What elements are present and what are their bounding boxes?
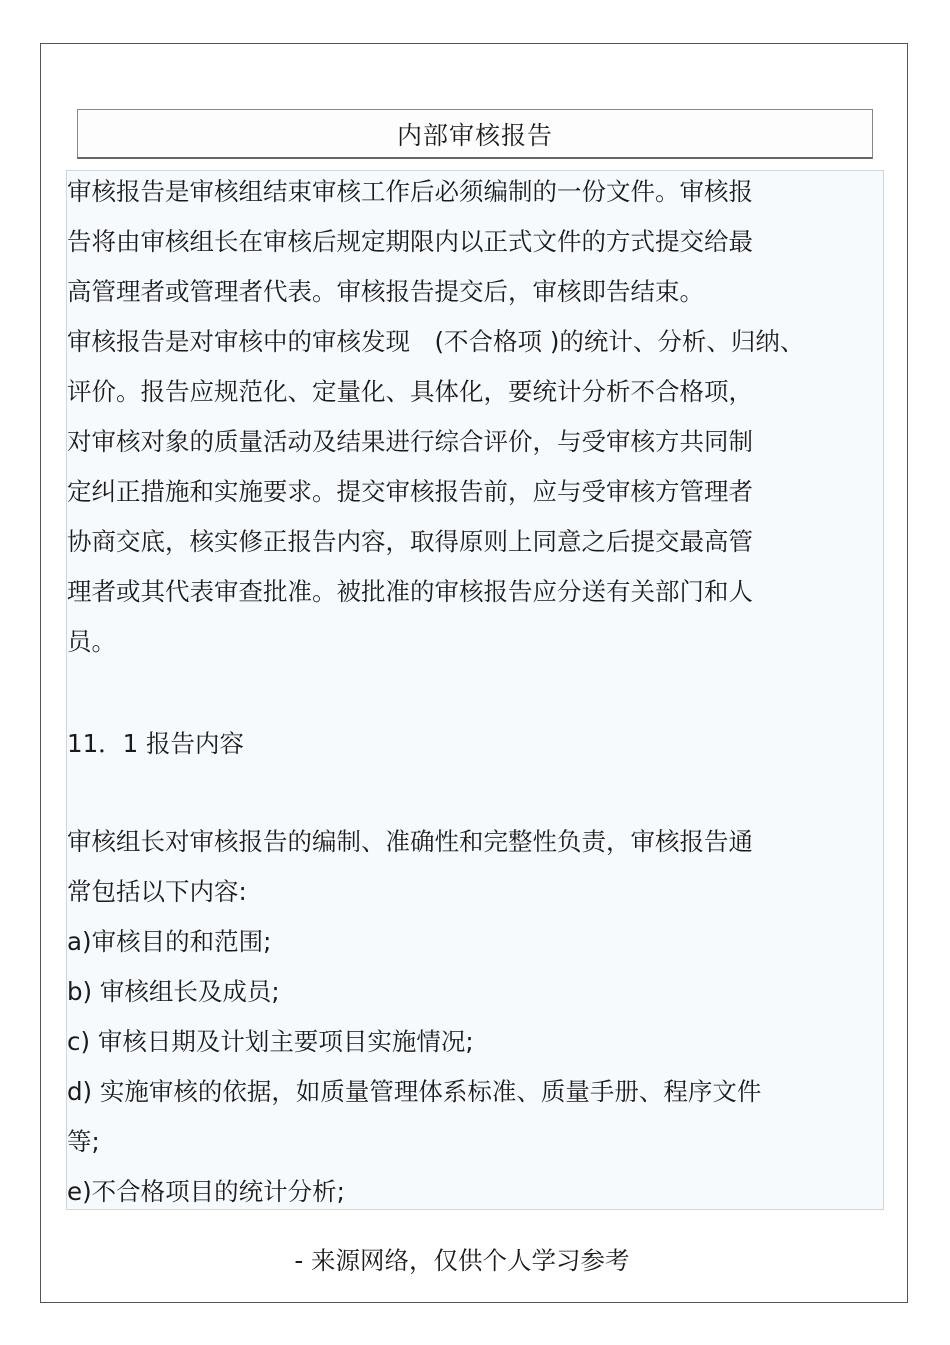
list-item: c) 审核日期及计划主要项目实施情况;: [67, 1027, 474, 1056]
list-item: a)审核目的和范围;: [67, 927, 272, 956]
list-item: d) 实施审核的依据，如质量管理体系标准、质量手册、程序文件: [67, 1077, 762, 1106]
paragraph-line: 对审核对象的质量活动及结果进行综合评价，与受审核方共同制: [67, 427, 753, 456]
paragraph-line: 审核组长对审核报告的编制、准确性和完整性负责，审核报告通: [67, 827, 753, 856]
paragraph-line: 审核报告是对审核中的审核发现 (不合格项 )的统计、分析、归纳、: [67, 327, 805, 356]
paragraph-line: 评价。报告应规范化、定量化、具体化，要统计分析不合格项，: [67, 377, 753, 406]
footer-note: - 来源网络，仅供个人学习参考: [294, 1246, 630, 1275]
paragraph-line: 员。: [67, 627, 116, 656]
document-title: 内部审核报告: [77, 109, 873, 159]
list-item: e)不合格项目的统计分析;: [67, 1177, 345, 1206]
paragraph-line: 高管理者或管理者代表。审核报告提交后，审核即告结束。: [67, 277, 704, 306]
list-item-continuation: 等;: [67, 1127, 100, 1156]
paragraph-line: 常包括以下内容:: [67, 877, 247, 906]
list-item: b) 审核组长及成员;: [67, 977, 280, 1006]
paragraph-line: 告将由审核组长在审核后规定期限内以正式文件的方式提交给最: [67, 227, 753, 256]
paragraph-line: 协商交底，核实修正报告内容，取得原则上同意之后提交最高管: [67, 527, 753, 556]
paragraph-line: 理者或其代表审查批准。被批准的审核报告应分送有关部门和人: [67, 577, 753, 606]
section-heading: 11．1 报告内容: [67, 729, 245, 758]
paragraph-line: 审核报告是审核组结束审核工作后必须编制的一份文件。审核报: [67, 177, 753, 206]
paragraph-line: 定纠正措施和实施要求。提交审核报告前，应与受审核方管理者: [67, 477, 753, 506]
